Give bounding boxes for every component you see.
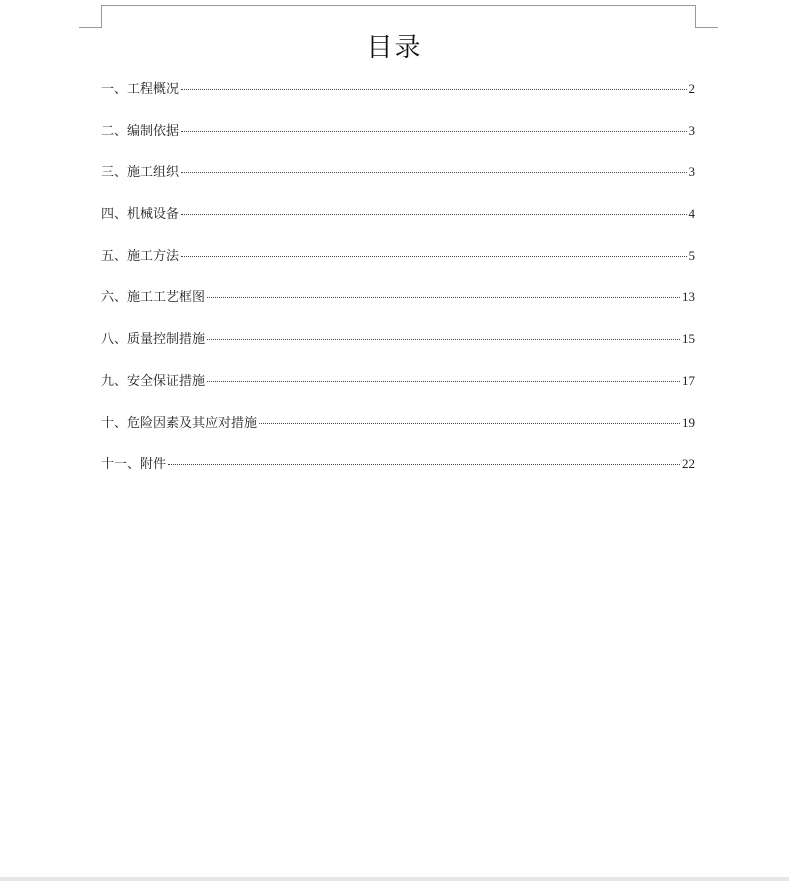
toc-entry-page: 2 (688, 81, 695, 96)
toc-entry[interactable] (101, 120, 695, 162)
toc-entry-label: 四、机械设备 (101, 207, 180, 223)
toc-dot-leader (207, 339, 680, 340)
toc-title: 目录 (366, 33, 423, 63)
toc-dot-leader (181, 172, 686, 173)
toc-entry-label: 十、危险因素及其应对措施 (101, 415, 258, 431)
toc-entry[interactable] (101, 203, 695, 245)
toc-entry-label: 十一、附件 (101, 457, 167, 473)
toc-entry-page: 4 (688, 206, 695, 222)
toc-entry-label: 二、编制依据 (101, 123, 180, 139)
toc-entry-label: 五、施工方法 (101, 248, 180, 264)
toc-dot-leader (181, 89, 686, 90)
toc-entry-page: 19 (682, 414, 695, 430)
toc-entry[interactable] (101, 412, 695, 454)
toc-dot-leader (168, 464, 680, 465)
toc-entry-page: 22 (682, 456, 695, 472)
toc-entry-page: 13 (682, 289, 695, 305)
toc-dot-leader (259, 423, 680, 424)
toc-entry[interactable] (101, 328, 695, 370)
toc-entry[interactable] (101, 245, 695, 287)
toc-entry[interactable] (101, 370, 695, 412)
toc-dot-leader (207, 381, 680, 382)
toc-entry-label: 一、工程概况 (101, 82, 180, 97)
toc-entry-label: 六、施工工艺框图 (101, 290, 206, 306)
toc-entry[interactable] (101, 286, 695, 328)
page-bottom-edge (0, 877, 789, 881)
toc-entry-page: 3 (688, 164, 695, 180)
toc-entry-label: 三、施工组织 (101, 165, 180, 181)
toc-dot-leader (207, 297, 680, 298)
toc-entry-page: 3 (688, 122, 695, 138)
toc-dot-leader (181, 214, 686, 215)
header-rule (101, 5, 695, 6)
toc-dot-leader (181, 131, 686, 132)
toc-entry-page: 5 (688, 247, 695, 263)
toc-entry[interactable] (101, 161, 695, 203)
margin-corner-mark-left (79, 5, 102, 28)
toc-list (101, 78, 695, 495)
toc-entry-page: 15 (682, 331, 695, 347)
toc-dot-leader (181, 256, 686, 257)
toc-entry-page: 17 (682, 372, 695, 388)
toc-entry[interactable] (101, 78, 695, 120)
toc-entry-label: 八、质量控制措施 (101, 332, 206, 348)
margin-corner-mark-right (695, 5, 718, 28)
toc-entry-label: 九、安全保证措施 (101, 373, 206, 389)
toc-entry[interactable] (101, 453, 695, 495)
